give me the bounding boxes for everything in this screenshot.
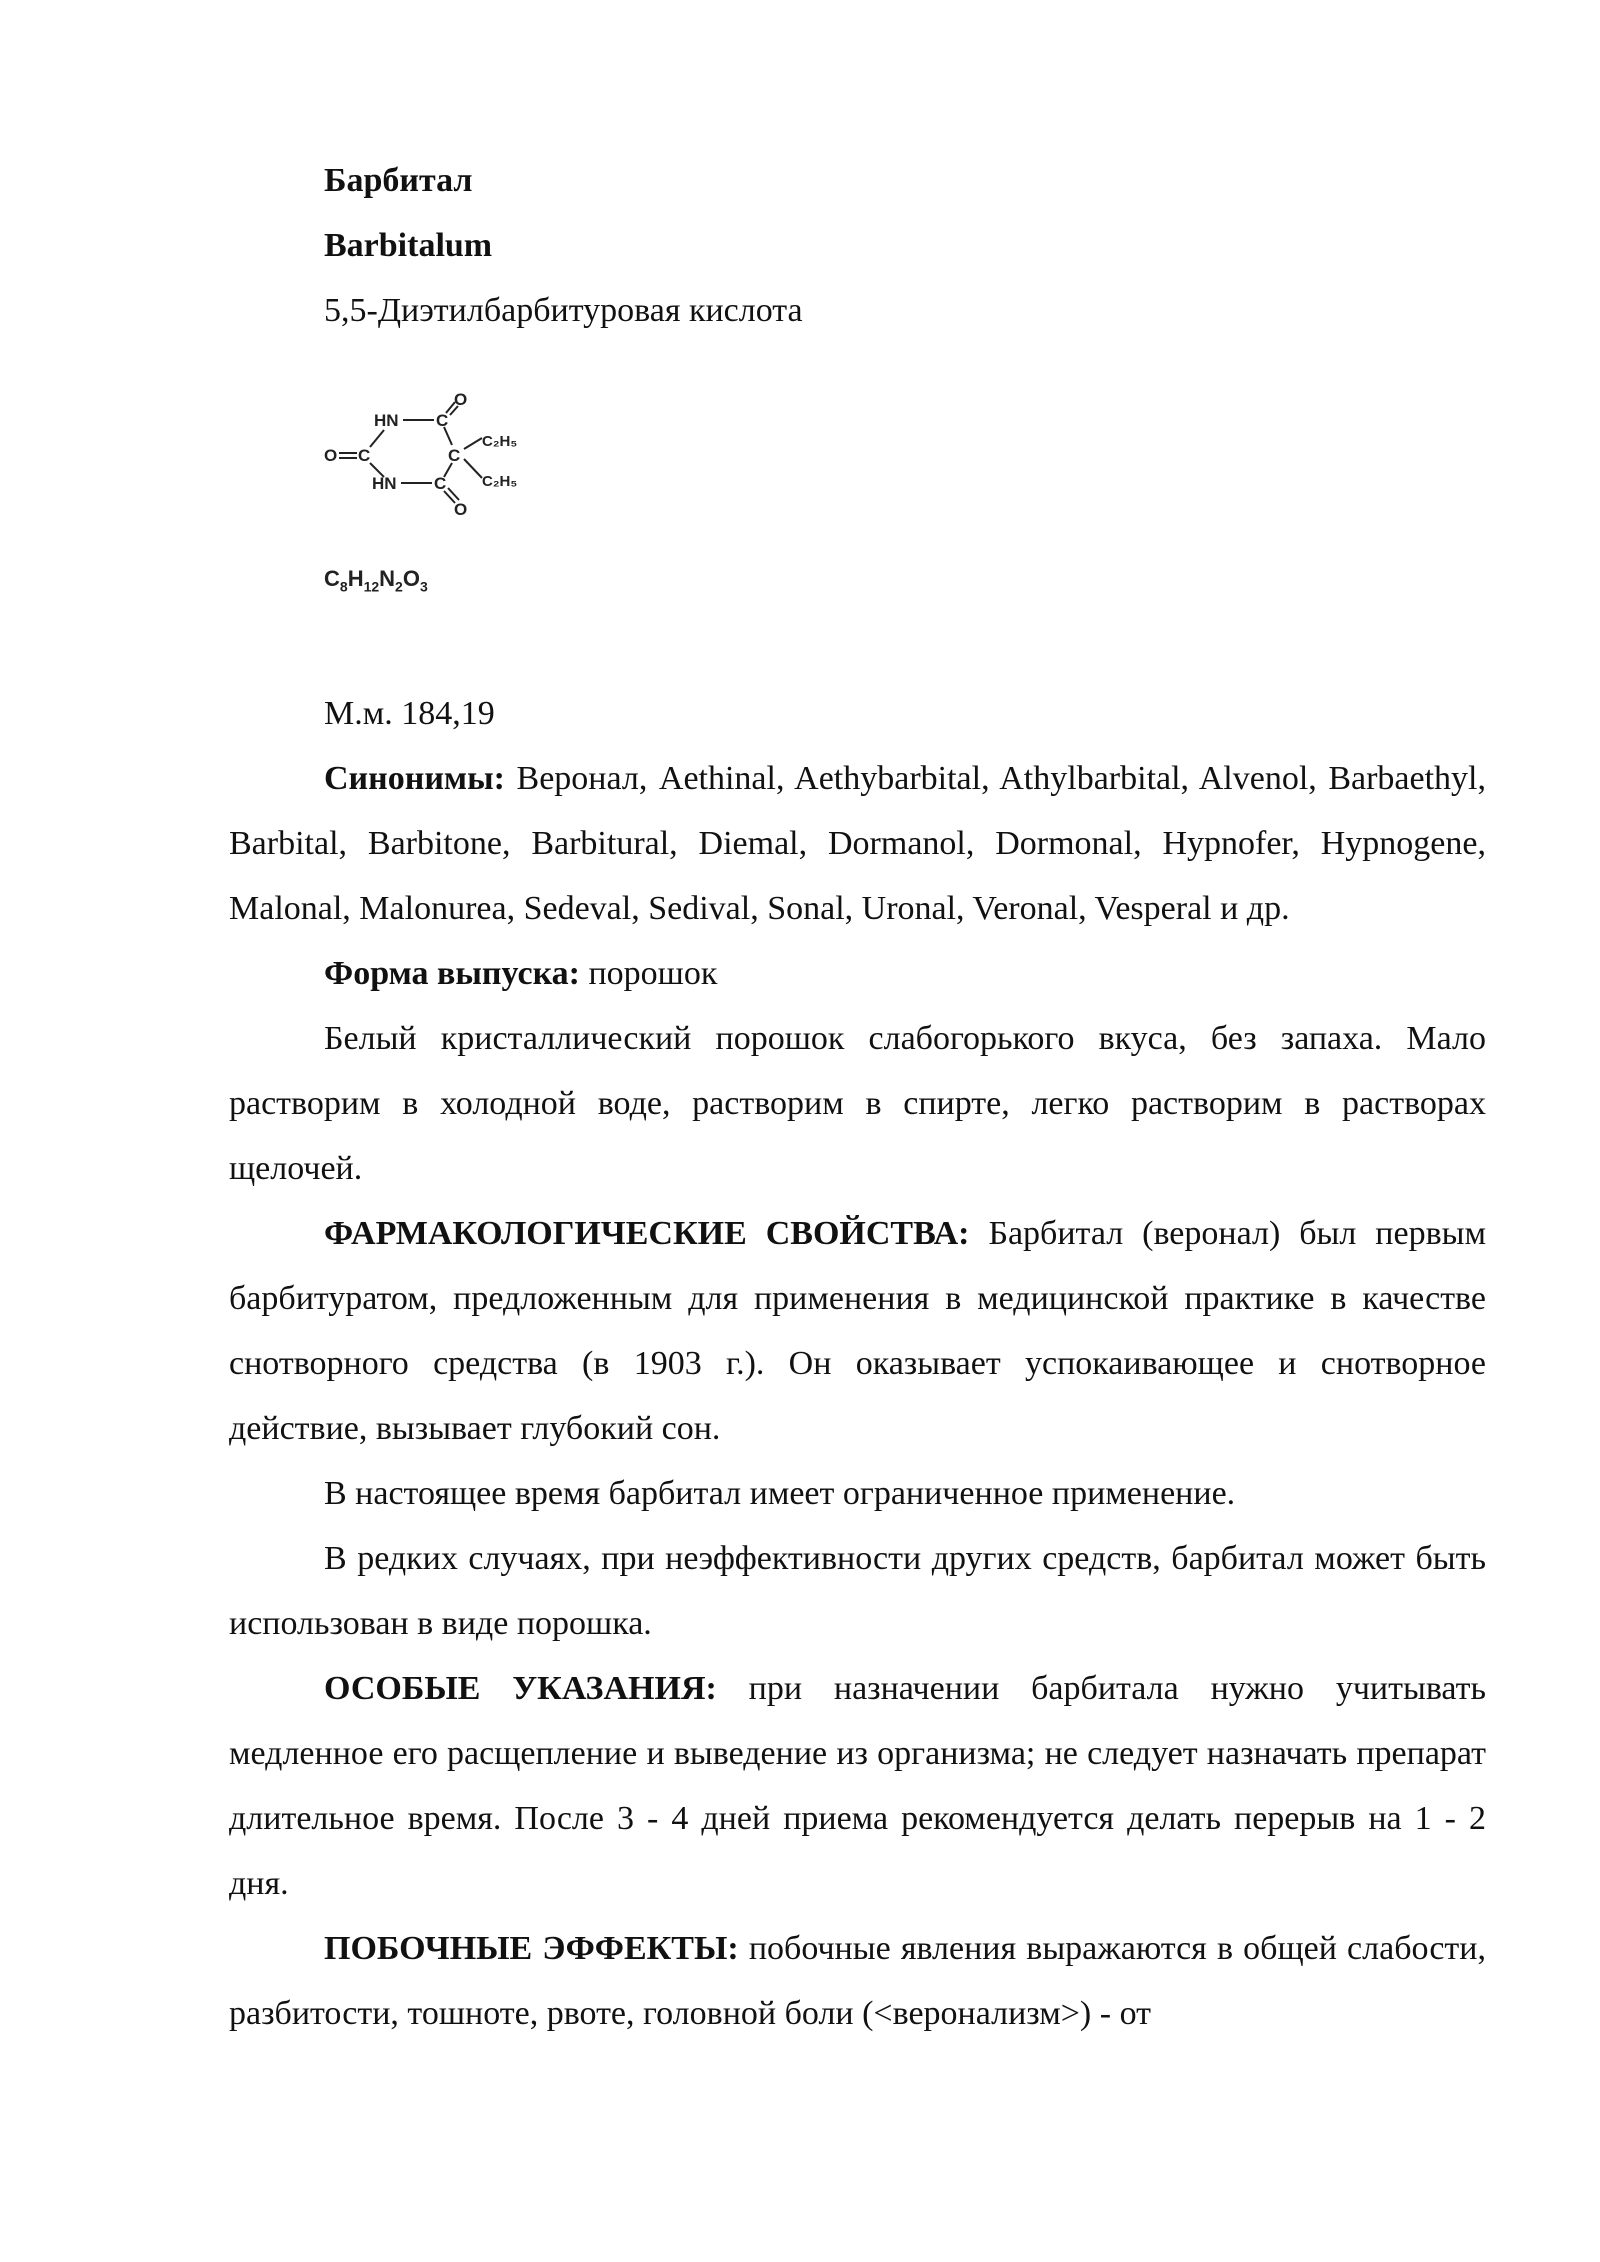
barbital-structure-diagram (324, 393, 544, 533)
special-notes-text: при назначении барбитала нужно учитывать медленное его расщепление и выведение из организма; не следует назначать препарат длительное время. После 3 - 4 дней приема рекомендуется делать перерыв на 1 - 2 дня. (229, 1670, 1487, 1902)
molar-mass: М.м. 184,19 (324, 695, 495, 732)
formula-o: O (402, 566, 420, 591)
pharmacology-label: ФАРМАКОЛОГИЧЕСКИЕ СВОЙСТВА: (324, 1215, 970, 1252)
atom-c-bottom: C (434, 474, 447, 493)
atom-ethyl-2: C₂H₅ (482, 473, 518, 490)
formula-h-count: 12 (363, 578, 380, 595)
release-form-text: порошок (579, 955, 718, 992)
atom-hn-bottom: HN (372, 474, 397, 493)
formula-c-count: 8 (339, 578, 348, 595)
title-latin: Barbitalum (324, 227, 493, 264)
atom-c-left: C (358, 446, 371, 465)
release-form-paragraph (229, 941, 1486, 1006)
side-effects-label: ПОБОЧНЫЕ ЭФФЕКТЫ: (324, 1930, 739, 1967)
atom-o-left: O (324, 446, 338, 465)
chemical-name: 5,5-Диэтилбарбитуровая кислота (324, 292, 803, 329)
formula-c: C (324, 566, 340, 591)
formula-o-count: 3 (419, 578, 428, 595)
formula-n-count: 2 (395, 578, 403, 595)
current-use-paragraph: В настоящее время барбитал имеет ограниченное применение. (324, 1475, 1236, 1512)
synonyms-paragraph (229, 746, 1486, 941)
formula-n: N (379, 566, 396, 591)
special-notes-paragraph (229, 1656, 1486, 1916)
atom-c-center: C (448, 446, 461, 465)
rare-cases-paragraph: В редких случаях, при неэффективности других средств, барбитал может быть использован в виде порошка. (229, 1540, 1486, 1642)
description-paragraph: Белый кристаллический порошок слабогорького вкуса, без запаха. Мало растворим в холодной воде, растворим в спирте, легко растворим в растворах щелочей. (229, 1020, 1486, 1187)
pharmacology-text: Барбитал (веронал) был первым барбитуратом, предложенным для применения в медицинской практике в качестве снотворного средства (в 1903 г.). Он оказывает успокаивающее и снотворное действие, вызывает глубокий сон. (229, 1215, 1486, 1447)
atom-c-top: C (436, 411, 449, 430)
title-russian: Барбитал (324, 162, 473, 199)
side-effects-paragraph (229, 1916, 1486, 2046)
pharmacology-paragraph (229, 1201, 1486, 1461)
atom-hn-top: HN (374, 411, 399, 430)
atom-o-bottom: O (454, 500, 468, 519)
molecular-formula (324, 565, 428, 600)
release-form-label: Форма выпуска: (324, 955, 580, 992)
formula-h: H (347, 566, 364, 591)
structural-formula (229, 393, 1486, 627)
document-content (229, 148, 1486, 2046)
atom-ethyl-1: C₂H₅ (482, 433, 518, 450)
synonyms-text: Веронал, Aethinal, Aethybarbital, Athylbarbital, Alvenol, Barbaethyl, Barbital, Barbitone, Barbitural, Diemal, Dormanol, Dormonal, Hypnofer, Hypnogene, Malonal, Malonurea, Sedeval, Sedival, Sonal, Uronal, Veronal, Vesperal и др. (229, 760, 1486, 927)
atom-o-top: O (454, 393, 468, 409)
side-effects-text: побочные явления выражаются в общей слабости, разбитости, тошноте, рвоте, головной боли (<веронализм>) - от (229, 1930, 1486, 2032)
synonyms-label: Синонимы: (324, 760, 505, 797)
special-notes-label: ОСОБЫЕ УКАЗАНИЯ: (324, 1670, 717, 1707)
